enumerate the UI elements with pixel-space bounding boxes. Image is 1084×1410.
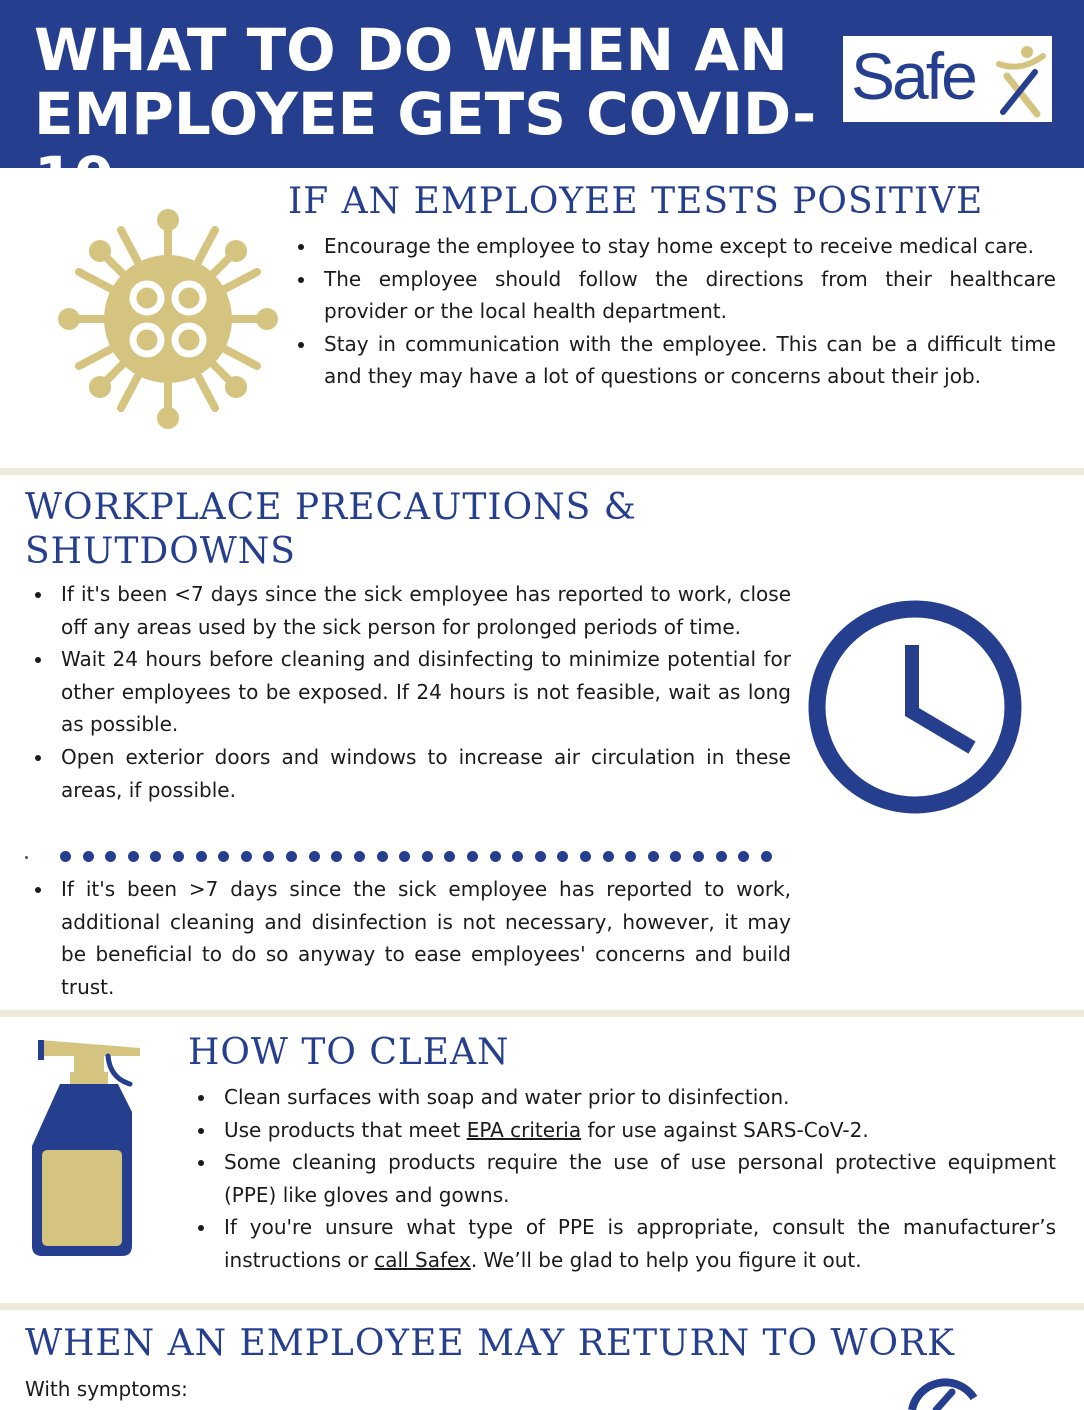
safex-logo[interactable] xyxy=(843,36,1052,122)
stray-dot xyxy=(25,856,28,859)
epa-criteria-link[interactable]: EPA criteria xyxy=(466,1117,582,1142)
positive-list xyxy=(286,230,1056,393)
list-item: Encourage the employee to stay home except to receive medical care. xyxy=(286,230,1056,263)
list-item: The employee should follow the directions from their healthcare provider or the local health department. xyxy=(286,263,1056,328)
logo-text: Safe xyxy=(851,39,975,113)
clean-list xyxy=(186,1081,1056,1277)
list-item xyxy=(186,1114,1056,1147)
clean-section-title: HOW TO CLEAN xyxy=(188,1032,510,1073)
virus-icon xyxy=(55,206,281,432)
precautions-section-title xyxy=(25,486,637,574)
return-section-title: WHEN AN EMPLOYEE MAY RETURN TO WORK xyxy=(25,1323,955,1364)
logo-x-figure-icon xyxy=(993,42,1049,118)
list-item: Some cleaning products require the use of use personal protective equipment (PPE) like gloves and gowns. xyxy=(186,1146,1056,1211)
list-item: If it's been >7 days since the sick employee has reported to work, additional cleaning and disinfection is not necessary, however, it may be beneficial to do so anyway to ease employees' concerns and build trust. xyxy=(23,873,791,1003)
dotted-separator xyxy=(60,851,772,865)
spray-bottle-icon xyxy=(28,1034,148,1260)
precautions-title-line1: WORKPLACE PRECAUTIONS & xyxy=(25,487,637,528)
list-item: Open exterior doors and windows to increase air circulation in these areas, if possible. xyxy=(23,741,791,806)
page-title-line2: EMPLOYEE GETS COVID-19 xyxy=(34,80,817,212)
precautions-list xyxy=(23,578,791,806)
text: If you're unsure what type of PPE is appropriate, consult the manufacturer’s instructions or xyxy=(224,1215,1056,1272)
list-item xyxy=(186,1211,1056,1276)
list-item: Clean surfaces with soap and water prior to disinfection. xyxy=(186,1081,1056,1114)
precautions-title-line2: SHUTDOWNS xyxy=(25,531,296,572)
precautions-after-list xyxy=(23,873,791,1003)
section-divider xyxy=(0,1010,1084,1017)
with-symptoms-subhead: With symptoms: xyxy=(25,1377,188,1401)
list-item: Wait 24 hours before cleaning and disinfecting to minimize potential for other employees to be exposed. If 24 hours is not feasible, wait as long as possible. xyxy=(23,643,791,741)
clock-icon xyxy=(806,598,1024,816)
check-circle-icon xyxy=(900,1378,990,1410)
list-item: Stay in communication with the employee. This can be a difficult time and they may have a lot of questions or concerns about their job. xyxy=(286,328,1056,393)
section-divider xyxy=(0,1303,1084,1310)
call-safex-link[interactable]: call Safex xyxy=(374,1247,471,1272)
list-item: If it's been <7 days since the sick employee has reported to work, close off any areas used by the sick person for prolonged periods of time. xyxy=(23,578,791,643)
text: for use against SARS-CoV-2. xyxy=(581,1117,869,1142)
text: Use products that meet xyxy=(224,1117,467,1142)
section-divider xyxy=(0,468,1084,475)
text: . We’ll be glad to help you figure it out. xyxy=(470,1247,862,1272)
positive-section-title: IF AN EMPLOYEE TESTS POSITIVE xyxy=(288,181,984,222)
page-title-line1: WHAT TO DO WHEN AN xyxy=(34,16,788,84)
